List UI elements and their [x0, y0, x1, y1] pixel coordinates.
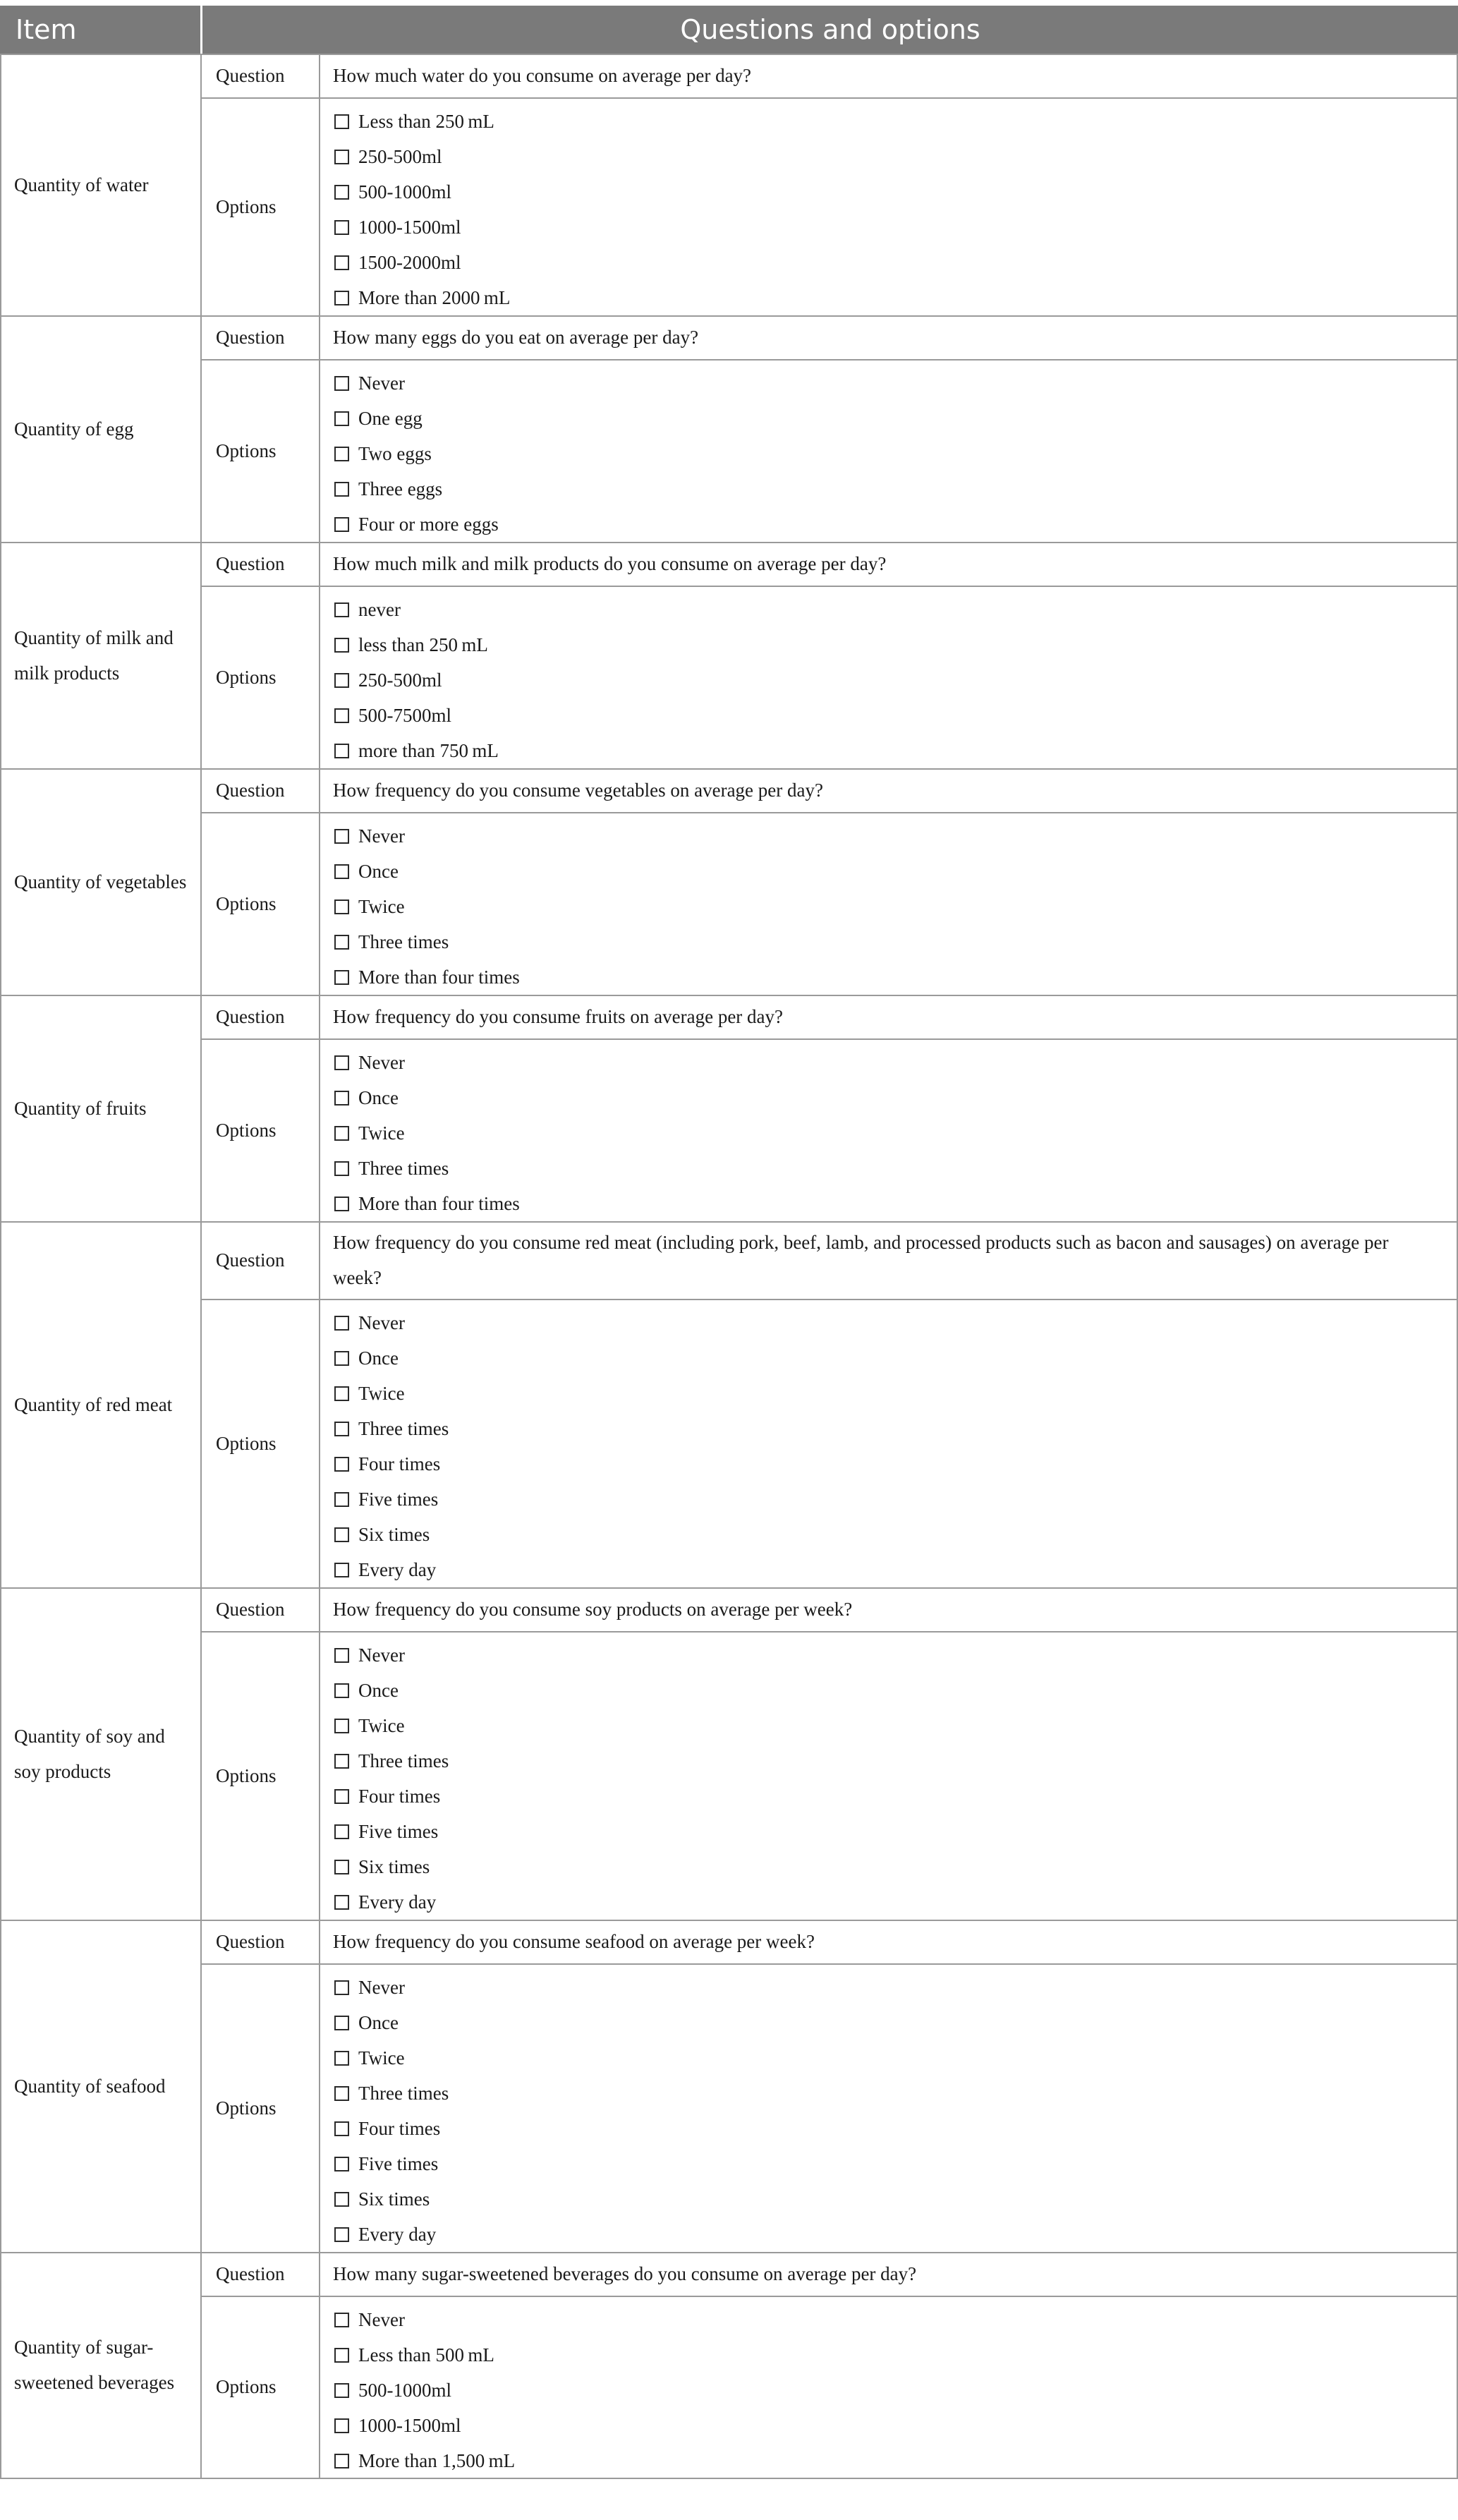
option-text: Three times	[358, 931, 449, 952]
question-text: How frequency do you consume vegetables on average per day?	[333, 780, 823, 801]
checkbox-icon[interactable]	[334, 1683, 349, 1698]
checkbox-icon[interactable]	[334, 1316, 349, 1331]
table-header	[0, 6, 1458, 54]
option-text: Never	[358, 2309, 405, 2330]
option-text: Four times	[358, 1786, 441, 1807]
checkbox-icon[interactable]	[334, 2313, 349, 2327]
checkbox-icon[interactable]	[334, 1091, 349, 1105]
option-text: Every day	[358, 1891, 437, 1913]
option-text: Never	[358, 1977, 405, 1998]
checkbox-icon[interactable]	[334, 864, 349, 879]
option-item	[334, 280, 510, 315]
column-divider	[200, 995, 202, 1221]
column-divider	[0, 768, 1, 995]
option-item	[334, 854, 520, 889]
checkbox-icon[interactable]	[334, 2157, 349, 2171]
option-item	[334, 471, 499, 507]
options-label: Options	[216, 440, 277, 461]
item-label: Quantity of seafood	[14, 2076, 166, 2097]
option-text: More than 2000 mL	[358, 287, 511, 308]
question-options-divider	[200, 1038, 1458, 1040]
checkbox-icon[interactable]	[334, 899, 349, 914]
option-text: less than 250 mL	[358, 634, 488, 655]
option-text: 250-500ml	[358, 670, 442, 691]
column-divider	[319, 542, 320, 768]
question-text: How much milk and milk products do you consume on average per day?	[333, 553, 887, 574]
column-divider	[319, 315, 320, 542]
checkbox-icon[interactable]	[334, 2086, 349, 2101]
option-text: More than four times	[358, 967, 520, 988]
question-options-divider	[200, 359, 1458, 361]
options-label: Options	[216, 1433, 277, 1454]
checkbox-icon[interactable]	[334, 1422, 349, 1436]
column-divider	[0, 1587, 1, 1920]
option-text: Four times	[358, 2118, 441, 2139]
checkbox-icon[interactable]	[334, 708, 349, 723]
option-item	[334, 2217, 449, 2252]
item-label: Quantity of soy and soy products	[14, 1726, 165, 1782]
option-text: Never	[358, 1644, 405, 1666]
question-label: Question	[216, 65, 285, 86]
question-text: How frequency do you consume soy products on average per week?	[333, 1599, 853, 1620]
checkbox-icon[interactable]	[334, 1754, 349, 1769]
item-label: Quantity of vegetables	[14, 871, 187, 892]
option-text: Once	[358, 1347, 399, 1369]
option-item	[334, 401, 499, 436]
row-divider	[0, 995, 1458, 996]
option-text: Twice	[358, 1122, 405, 1144]
column-divider	[0, 2252, 1, 2478]
question-label: Question	[216, 1599, 285, 1620]
question-options-divider	[200, 812, 1458, 813]
checkbox-icon[interactable]	[334, 673, 349, 688]
option-text: 1000-1500ml	[358, 217, 461, 238]
checkbox-icon[interactable]	[334, 220, 349, 235]
row-divider	[0, 1221, 1458, 1223]
column-divider	[319, 1920, 320, 2252]
checkbox-icon[interactable]	[334, 935, 349, 950]
option-text: Four or more eggs	[358, 514, 499, 535]
option-item	[334, 2111, 449, 2146]
option-text: Three times	[358, 2083, 449, 2104]
option-item	[334, 2146, 449, 2181]
item-label: Quantity of sugar-sweetened beverages	[14, 2337, 175, 2393]
option-item	[334, 1849, 449, 1884]
column-divider	[319, 768, 320, 995]
item-label: Quantity of egg	[14, 418, 134, 440]
column-divider	[200, 1920, 202, 2252]
question-options-divider	[200, 97, 1458, 99]
options-list	[334, 2302, 515, 2478]
checkbox-icon[interactable]	[334, 638, 349, 653]
checkbox-icon[interactable]	[334, 1197, 349, 1211]
option-text: Less than 250 mL	[358, 111, 494, 132]
checkbox-icon[interactable]	[334, 376, 349, 391]
checkbox-icon[interactable]	[334, 185, 349, 200]
option-item	[334, 2373, 515, 2408]
option-text: Twice	[358, 2047, 405, 2068]
question-label: Question	[216, 553, 285, 574]
question-options-divider	[200, 586, 1458, 587]
option-text: Twice	[358, 1383, 405, 1404]
row-divider	[0, 542, 1458, 543]
options-label: Options	[216, 893, 277, 914]
column-divider	[319, 2252, 320, 2478]
checkbox-icon[interactable]	[334, 1824, 349, 1839]
option-item	[334, 959, 520, 995]
options-list	[334, 1637, 449, 1920]
row-divider	[0, 1587, 1458, 1589]
option-text: More than four times	[358, 1193, 520, 1214]
checkbox-icon[interactable]	[334, 255, 349, 270]
option-text: Never	[358, 372, 405, 394]
checkbox-icon[interactable]	[334, 2121, 349, 2136]
table-row	[0, 1587, 1458, 1920]
option-item	[334, 1552, 449, 1587]
options-label: Options	[216, 667, 277, 688]
option-item	[334, 1884, 449, 1920]
option-text: Never	[358, 1312, 405, 1333]
option-item	[334, 2005, 449, 2040]
checkbox-icon[interactable]	[334, 482, 349, 497]
item-label: Quantity of red meat	[14, 1394, 173, 1415]
table-row	[0, 54, 1458, 315]
column-divider	[200, 54, 202, 315]
checkbox-icon[interactable]	[334, 447, 349, 461]
checkbox-icon[interactable]	[334, 1457, 349, 1472]
option-item	[334, 2408, 515, 2443]
option-text: Three times	[358, 1158, 449, 1179]
option-item	[334, 1637, 449, 1673]
item-label: Quantity of water	[14, 174, 149, 195]
option-item	[334, 1446, 449, 1482]
column-divider	[200, 542, 202, 768]
row-divider	[0, 315, 1458, 317]
options-list	[334, 1045, 520, 1221]
question-options-divider	[200, 1963, 1458, 1965]
checkbox-icon[interactable]	[334, 1563, 349, 1577]
options-list	[334, 1970, 449, 2252]
row-divider	[0, 2252, 1458, 2253]
option-item	[334, 365, 499, 401]
option-item	[334, 889, 520, 924]
table-row	[0, 995, 1458, 1221]
checkbox-icon[interactable]	[334, 2454, 349, 2468]
option-text: Twice	[358, 1715, 405, 1736]
option-text: 500-1000ml	[358, 2380, 451, 2401]
question-text: How much water do you consume on average per day?	[333, 65, 752, 86]
question-options-divider	[200, 1299, 1458, 1300]
option-item	[334, 1305, 449, 1340]
question-label: Question	[216, 1006, 285, 1027]
column-divider	[0, 54, 1, 315]
option-item	[334, 1045, 520, 1080]
checkbox-icon[interactable]	[334, 1126, 349, 1141]
question-label: Question	[216, 327, 285, 348]
option-item	[334, 2181, 449, 2217]
option-item	[334, 818, 520, 854]
column-divider	[0, 542, 1, 768]
question-options-divider	[200, 1631, 1458, 1632]
checkbox-icon[interactable]	[334, 2051, 349, 2066]
option-text: More than 1,500 mL	[358, 2450, 516, 2471]
checkbox-icon[interactable]	[334, 1980, 349, 1995]
checkbox-icon[interactable]	[334, 1895, 349, 1910]
options-list	[334, 818, 520, 995]
options-label: Options	[216, 196, 277, 217]
option-text: Three times	[358, 1750, 449, 1771]
column-divider	[0, 1920, 1, 2252]
option-text: Once	[358, 1087, 399, 1108]
option-item	[334, 1340, 449, 1376]
column-divider	[200, 2252, 202, 2478]
header-item: Item	[16, 14, 77, 45]
option-item	[334, 1814, 449, 1849]
option-item	[334, 1708, 449, 1743]
option-item	[334, 662, 499, 698]
option-item	[334, 245, 510, 280]
option-text: Every day	[358, 2224, 437, 2245]
option-item	[334, 1970, 449, 2005]
option-text: more than 750 mL	[358, 740, 499, 761]
option-text: 250-500ml	[358, 146, 442, 167]
options-list	[334, 592, 499, 768]
checkbox-icon[interactable]	[334, 1860, 349, 1874]
option-text: Five times	[358, 2153, 439, 2174]
option-item	[334, 2337, 515, 2373]
option-item	[334, 1779, 449, 1814]
table-bottom-border	[0, 2478, 1458, 2479]
option-text: Six times	[358, 2188, 430, 2210]
table-row	[0, 1920, 1458, 2252]
item-label: Quantity of milk and milk products	[14, 627, 174, 684]
table-row	[0, 2252, 1458, 2478]
option-text: One egg	[358, 408, 423, 429]
column-divider	[319, 54, 320, 315]
option-item	[334, 210, 510, 245]
option-item	[334, 2076, 449, 2111]
checkbox-icon[interactable]	[334, 829, 349, 844]
option-item	[334, 698, 499, 733]
option-text: Less than 500 mL	[358, 2344, 494, 2365]
options-list	[334, 1305, 449, 1587]
checkbox-icon[interactable]	[334, 1648, 349, 1663]
checkbox-icon[interactable]	[334, 1161, 349, 1176]
options-label: Options	[216, 1765, 277, 1786]
option-text: Never	[358, 1052, 405, 1073]
checkbox-icon[interactable]	[334, 2383, 349, 2398]
checkbox-icon[interactable]	[334, 2227, 349, 2242]
question-text: How many sugar-sweetened beverages do you consume on average per day?	[333, 2263, 917, 2284]
option-text: Once	[358, 861, 399, 882]
table-row	[0, 315, 1458, 542]
option-text: Every day	[358, 1559, 437, 1580]
option-item	[334, 104, 510, 139]
column-divider	[200, 1221, 202, 1587]
checkbox-icon[interactable]	[334, 970, 349, 985]
question-text: How frequency do you consume fruits on average per day?	[333, 1006, 784, 1027]
column-divider	[319, 995, 320, 1221]
option-item	[334, 507, 499, 542]
option-text: Once	[358, 2012, 399, 2033]
question-label: Question	[216, 780, 285, 801]
checkbox-icon[interactable]	[334, 114, 349, 129]
option-item	[334, 1186, 520, 1221]
column-divider	[319, 1221, 320, 1587]
option-item	[334, 1411, 449, 1446]
option-text: Twice	[358, 896, 405, 917]
checkbox-icon[interactable]	[334, 2348, 349, 2363]
option-item	[334, 924, 520, 959]
option-item	[334, 1376, 449, 1411]
option-item	[334, 1151, 520, 1186]
option-text: Six times	[358, 1524, 430, 1545]
question-text: How many eggs do you eat on average per day?	[333, 327, 699, 348]
checkbox-icon[interactable]	[334, 2016, 349, 2030]
option-item	[334, 2302, 515, 2337]
column-divider	[0, 995, 1, 1221]
checkbox-icon[interactable]	[334, 1492, 349, 1507]
option-item	[334, 1080, 520, 1115]
checkbox-icon[interactable]	[334, 517, 349, 532]
option-item	[334, 436, 499, 471]
column-divider	[200, 768, 202, 995]
checkbox-icon[interactable]	[334, 1351, 349, 1366]
checkbox-icon[interactable]	[334, 150, 349, 164]
checkbox-icon[interactable]	[334, 1789, 349, 1804]
option-text: never	[358, 599, 401, 620]
option-item	[334, 1673, 449, 1708]
row-divider	[0, 54, 1458, 55]
option-text: Once	[358, 1680, 399, 1701]
option-item	[334, 733, 499, 768]
option-item	[334, 139, 510, 174]
option-item	[334, 592, 499, 627]
option-text: 1500-2000ml	[358, 252, 461, 273]
options-list	[334, 365, 499, 542]
option-item	[334, 627, 499, 662]
question-label: Question	[216, 2263, 285, 2284]
checkbox-icon[interactable]	[334, 2192, 349, 2207]
question-label: Question	[216, 1931, 285, 1952]
option-text: Five times	[358, 1489, 439, 1510]
table-row	[0, 768, 1458, 995]
option-item	[334, 1743, 449, 1779]
option-item	[334, 2443, 515, 2478]
question-label: Question	[216, 1249, 285, 1271]
option-item	[334, 2040, 449, 2076]
options-label: Options	[216, 2097, 277, 2119]
item-label: Quantity of fruits	[14, 1098, 147, 1119]
option-text: Three eggs	[358, 478, 443, 499]
checkbox-icon[interactable]	[334, 1386, 349, 1401]
options-label: Options	[216, 2376, 277, 2397]
column-divider	[200, 315, 202, 542]
checkbox-icon[interactable]	[334, 1527, 349, 1542]
checkbox-icon[interactable]	[334, 411, 349, 426]
question-text: How frequency do you consume red meat (including pork, beef, lamb, and processed products such as bacon and sausages) on average per week?	[333, 1232, 1389, 1288]
option-item	[334, 1517, 449, 1552]
question-text: How frequency do you consume seafood on average per week?	[333, 1931, 815, 1952]
option-text: 500-1000ml	[358, 181, 451, 202]
checkbox-icon[interactable]	[334, 1055, 349, 1070]
option-text: 500-7500ml	[358, 705, 451, 726]
header-questions-and-options: Questions and options	[680, 14, 980, 45]
option-item	[334, 1115, 520, 1151]
option-item	[334, 174, 510, 210]
option-text: 1000-1500ml	[358, 2415, 461, 2436]
options-label: Options	[216, 1120, 277, 1141]
table-row	[0, 1221, 1458, 1587]
column-divider	[0, 1221, 1, 1587]
option-text: Two eggs	[358, 443, 432, 464]
row-divider	[0, 768, 1458, 770]
option-text: Three times	[358, 1418, 449, 1439]
column-divider	[0, 315, 1, 542]
option-item	[334, 1482, 449, 1517]
table-row	[0, 542, 1458, 768]
options-list	[334, 104, 510, 315]
row-divider	[0, 1920, 1458, 1921]
checkbox-icon[interactable]	[334, 291, 349, 305]
checkbox-icon[interactable]	[334, 2418, 349, 2433]
option-text: Never	[358, 825, 405, 847]
checkbox-icon[interactable]	[334, 602, 349, 617]
checkbox-icon[interactable]	[334, 1719, 349, 1733]
column-divider	[319, 1587, 320, 1920]
question-options-divider	[200, 2296, 1458, 2297]
option-text: Four times	[358, 1453, 441, 1474]
option-text: Six times	[358, 1856, 430, 1877]
column-divider	[200, 1587, 202, 1920]
option-text: Five times	[358, 1821, 439, 1842]
checkbox-icon[interactable]	[334, 744, 349, 758]
